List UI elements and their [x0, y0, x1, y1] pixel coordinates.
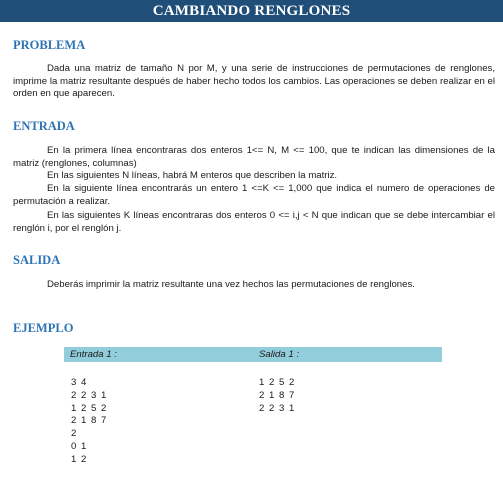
entrada-paragraph-1: En la primera línea encontraras dos enteros 1<= N, M <= 100, que te indican las dimensiones de la matriz (renglones, columnas) — [13, 145, 495, 169]
entrada-line: 2 — [71, 428, 78, 440]
entrada-column-label: Entrada 1 : — [70, 349, 117, 360]
entrada-line: 2 1 8 7 — [71, 415, 108, 427]
salida-example-block — [259, 377, 295, 415]
entrada-example-block — [71, 377, 107, 467]
salida-column-label: Salida 1 : — [259, 349, 300, 360]
entrada-line: 2 2 3 1 — [71, 389, 108, 401]
salida-text: Deberás imprimir la matriz resultante una vez hechos las permutaciones de renglones. — [47, 279, 415, 290]
page-title: CAMBIANDO RENGLONES — [0, 0, 503, 22]
salida-line: 2 2 3 1 — [259, 402, 296, 414]
salida-heading: SALIDA — [13, 253, 61, 267]
problema-text: Dada una matriz de tamaño N por M, y una serie de instrucciones de permutaciones de renglones, imprime la matriz resultante después de haber hecho todos los cambios. Las operaciones se deben realizar en el orden en que aparecen. — [13, 63, 495, 99]
entrada-paragraph-3: En la siguiente línea encontrarás un entero 1 <=K <= 1,000 que indica el numero de operaciones de permutación a realizar. — [13, 183, 495, 207]
salida-line: 1 2 5 2 — [259, 377, 296, 388]
entrada-paragraph-4: En las siguientes K líneas encontraras dos enteros 0 <= i,j < N que indican que se debe intercambiar el renglón i, por el renglón j. — [13, 210, 495, 234]
entrada-heading: ENTRADA — [13, 119, 75, 133]
entrada-line: 0 1 — [71, 440, 88, 452]
ejemplo-heading: EJEMPLO — [13, 321, 74, 335]
example-table-header — [64, 347, 442, 362]
entrada-paragraph-2: En las siguientes N líneas, habrá M enteros que describen la matriz. — [47, 170, 338, 181]
entrada-line: 1 2 5 2 — [71, 402, 108, 414]
entrada-line: 1 2 — [71, 453, 88, 465]
problema-heading: PROBLEMA — [13, 38, 86, 52]
entrada-line: 3 4 — [71, 377, 88, 388]
salida-line: 2 1 8 7 — [259, 389, 296, 401]
